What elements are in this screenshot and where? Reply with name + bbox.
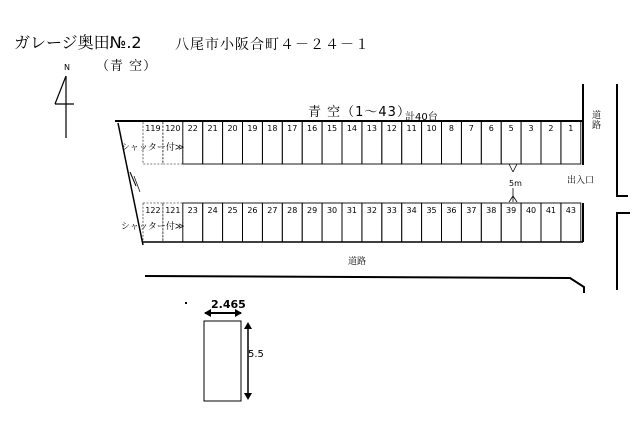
- stall-number: 12: [386, 124, 397, 133]
- right-road-line-upper: [617, 84, 628, 196]
- stall-number: 120: [165, 124, 181, 133]
- road-label-right: 道路: [592, 111, 602, 131]
- stall-number: 1: [568, 124, 574, 133]
- stall-length-label: 5.5: [248, 349, 264, 360]
- stall-number: 30: [326, 206, 338, 215]
- stall-number: 35: [426, 206, 437, 215]
- stall-number: 38: [486, 206, 497, 215]
- stall-number: 122: [145, 206, 161, 215]
- stall-number: 11: [406, 124, 417, 133]
- bottom-road-line: [145, 276, 584, 293]
- stall-number: 15: [326, 124, 338, 133]
- stall-number: 22: [187, 124, 198, 133]
- aisle-width-label: 5m: [509, 179, 522, 188]
- stall-width-label: 2.465: [211, 298, 246, 311]
- stall-number: 28: [287, 206, 298, 215]
- stall-number: 8: [448, 124, 454, 133]
- stall-number: 39: [506, 206, 517, 215]
- stall-number: 19: [247, 124, 258, 133]
- stall-number: 24: [207, 206, 218, 215]
- north-label: N: [64, 63, 70, 72]
- stall-number: 20: [227, 124, 238, 133]
- stall-number: 13: [366, 124, 377, 133]
- stall-number: 36: [446, 206, 457, 215]
- stall-number: 37: [466, 206, 477, 215]
- road-label-bottom: 道路: [348, 257, 367, 267]
- lot-subtitle: （青 空）: [96, 59, 158, 74]
- stall-number: 5: [508, 124, 514, 133]
- stall-number: 119: [145, 124, 161, 133]
- stall-number: 34: [406, 206, 417, 215]
- page-title: ガレージ奥田№.2: [14, 33, 142, 52]
- lot-name: 青 空（1～43）: [308, 105, 411, 120]
- stall-number: 6: [488, 124, 494, 133]
- stall-number: 17: [287, 124, 298, 133]
- stall-number: 121: [165, 206, 181, 215]
- stall-number: 18: [267, 124, 278, 133]
- stall-number: 31: [346, 206, 358, 215]
- north-arrow-icon: [55, 76, 74, 138]
- stall-number: 25: [227, 206, 238, 215]
- stall-number: 43: [565, 206, 576, 215]
- stall-number: 14: [346, 124, 358, 133]
- lot-count: 計40台: [405, 112, 438, 123]
- stall-number: 23: [187, 206, 198, 215]
- stall-number: 10: [426, 124, 437, 133]
- address-text: 八尾市小阪合町４－２４－１: [175, 37, 370, 53]
- right-road-line-lower: [617, 213, 630, 290]
- stall-number: 33: [386, 206, 397, 215]
- stall-number: 26: [247, 206, 258, 215]
- stall-number: 29: [307, 206, 318, 215]
- stall-number: 27: [267, 206, 278, 215]
- stall-number: 21: [207, 124, 218, 133]
- stall-number: 40: [525, 206, 537, 215]
- stall-number: 41: [545, 206, 557, 215]
- shutter-label-top: シャッター付≫: [121, 143, 185, 153]
- stall-number: 16: [307, 124, 318, 133]
- shutter-label-bottom: シャッター付≫: [121, 222, 185, 232]
- stall-number: 7: [468, 124, 474, 133]
- stall-number: 3: [528, 124, 534, 133]
- stall-number: 2: [548, 124, 554, 133]
- stall-number: 32: [366, 206, 377, 215]
- entrance-label: 出入口: [567, 176, 595, 186]
- stall-dimension-box: [204, 321, 241, 401]
